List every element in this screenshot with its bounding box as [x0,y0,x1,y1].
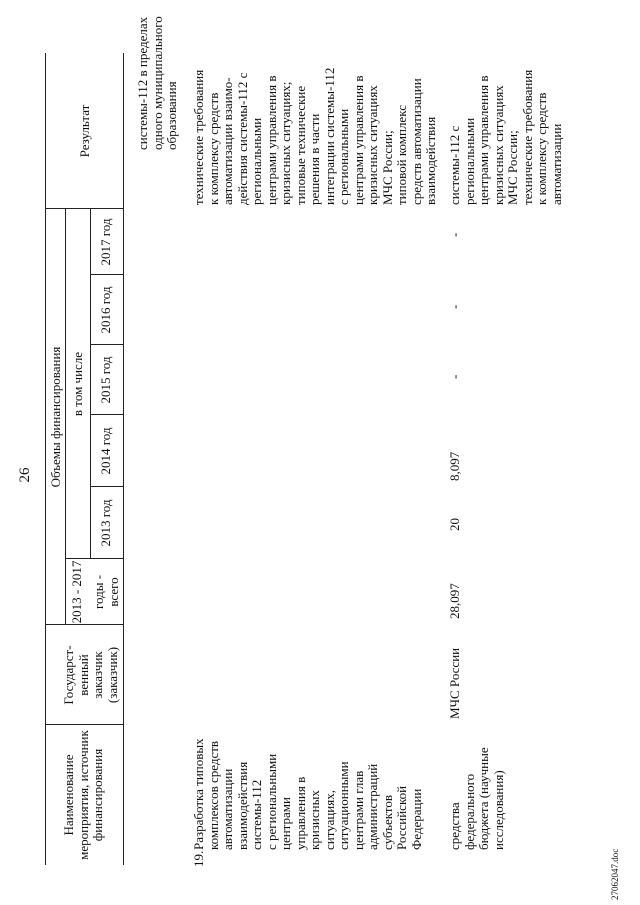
row-source: средства федерального бюджета (научные исследования) [447,747,506,850]
header-including: в том числе [70,351,85,417]
header-2016: 2016 год [98,286,113,334]
row-result-part2: системы-112 с региональными центрами управления в кризисных ситуациях МЧС России; технические требования к комплексу средств автоматизации [447,69,564,205]
header-name: Наименование мероприятия, источник финансирования [61,730,105,860]
header-funding: Объемы финансирования [48,346,63,488]
row-total: 28,097 [447,583,462,619]
header-2015: 2015 год [98,356,113,404]
row-2017: - [447,232,462,237]
row-number: 19. [191,850,206,867]
row-customer: МЧС России [447,647,462,719]
header-customer: Государст- венный заказчик (заказчик) [61,645,120,705]
carryover-result: системы-112 в пределах одного муниципального образования [135,16,179,150]
page-number: 26 [17,467,33,483]
row-2016: - [447,304,462,309]
including-subrule [90,209,91,559]
funding-subrule [65,209,66,625]
header-bottom-rule [123,53,124,865]
header-result: Результат [77,104,92,158]
header-2013: 2013 год [98,499,113,547]
row-2015: - [447,374,462,379]
col-divider-1 [45,724,123,725]
row-name: Разработка типовых комплексов средств автоматизации взаимодействия системы-112 с региональными центрами управления в кризисных ситуациях, ситуационными центрами глав администраций субъектов Российской Федерации [191,738,424,850]
header-2017: 2017 год [98,218,113,266]
header-total: годы - всего [91,574,121,610]
row-2013: 20 [447,518,462,531]
header-period: 2013 - 2017 [69,560,84,624]
header-2014: 2014 год [98,427,113,475]
row-result-part1: технические требования к комплексу средств автоматизации взаимо- действия системы-112 с региональными центрами управления в кризисных ситуациях; типовые технические решения в части интеграции системы-112 с региональными центрами управления в кризисных ситуациях МЧС России; типовой комплекс средств автоматизации взаимодействия [191,67,438,205]
table-top-rule [45,53,46,865]
row-2014: 8,097 [447,451,462,481]
footer-filename: 27062047.doc [610,848,620,900]
